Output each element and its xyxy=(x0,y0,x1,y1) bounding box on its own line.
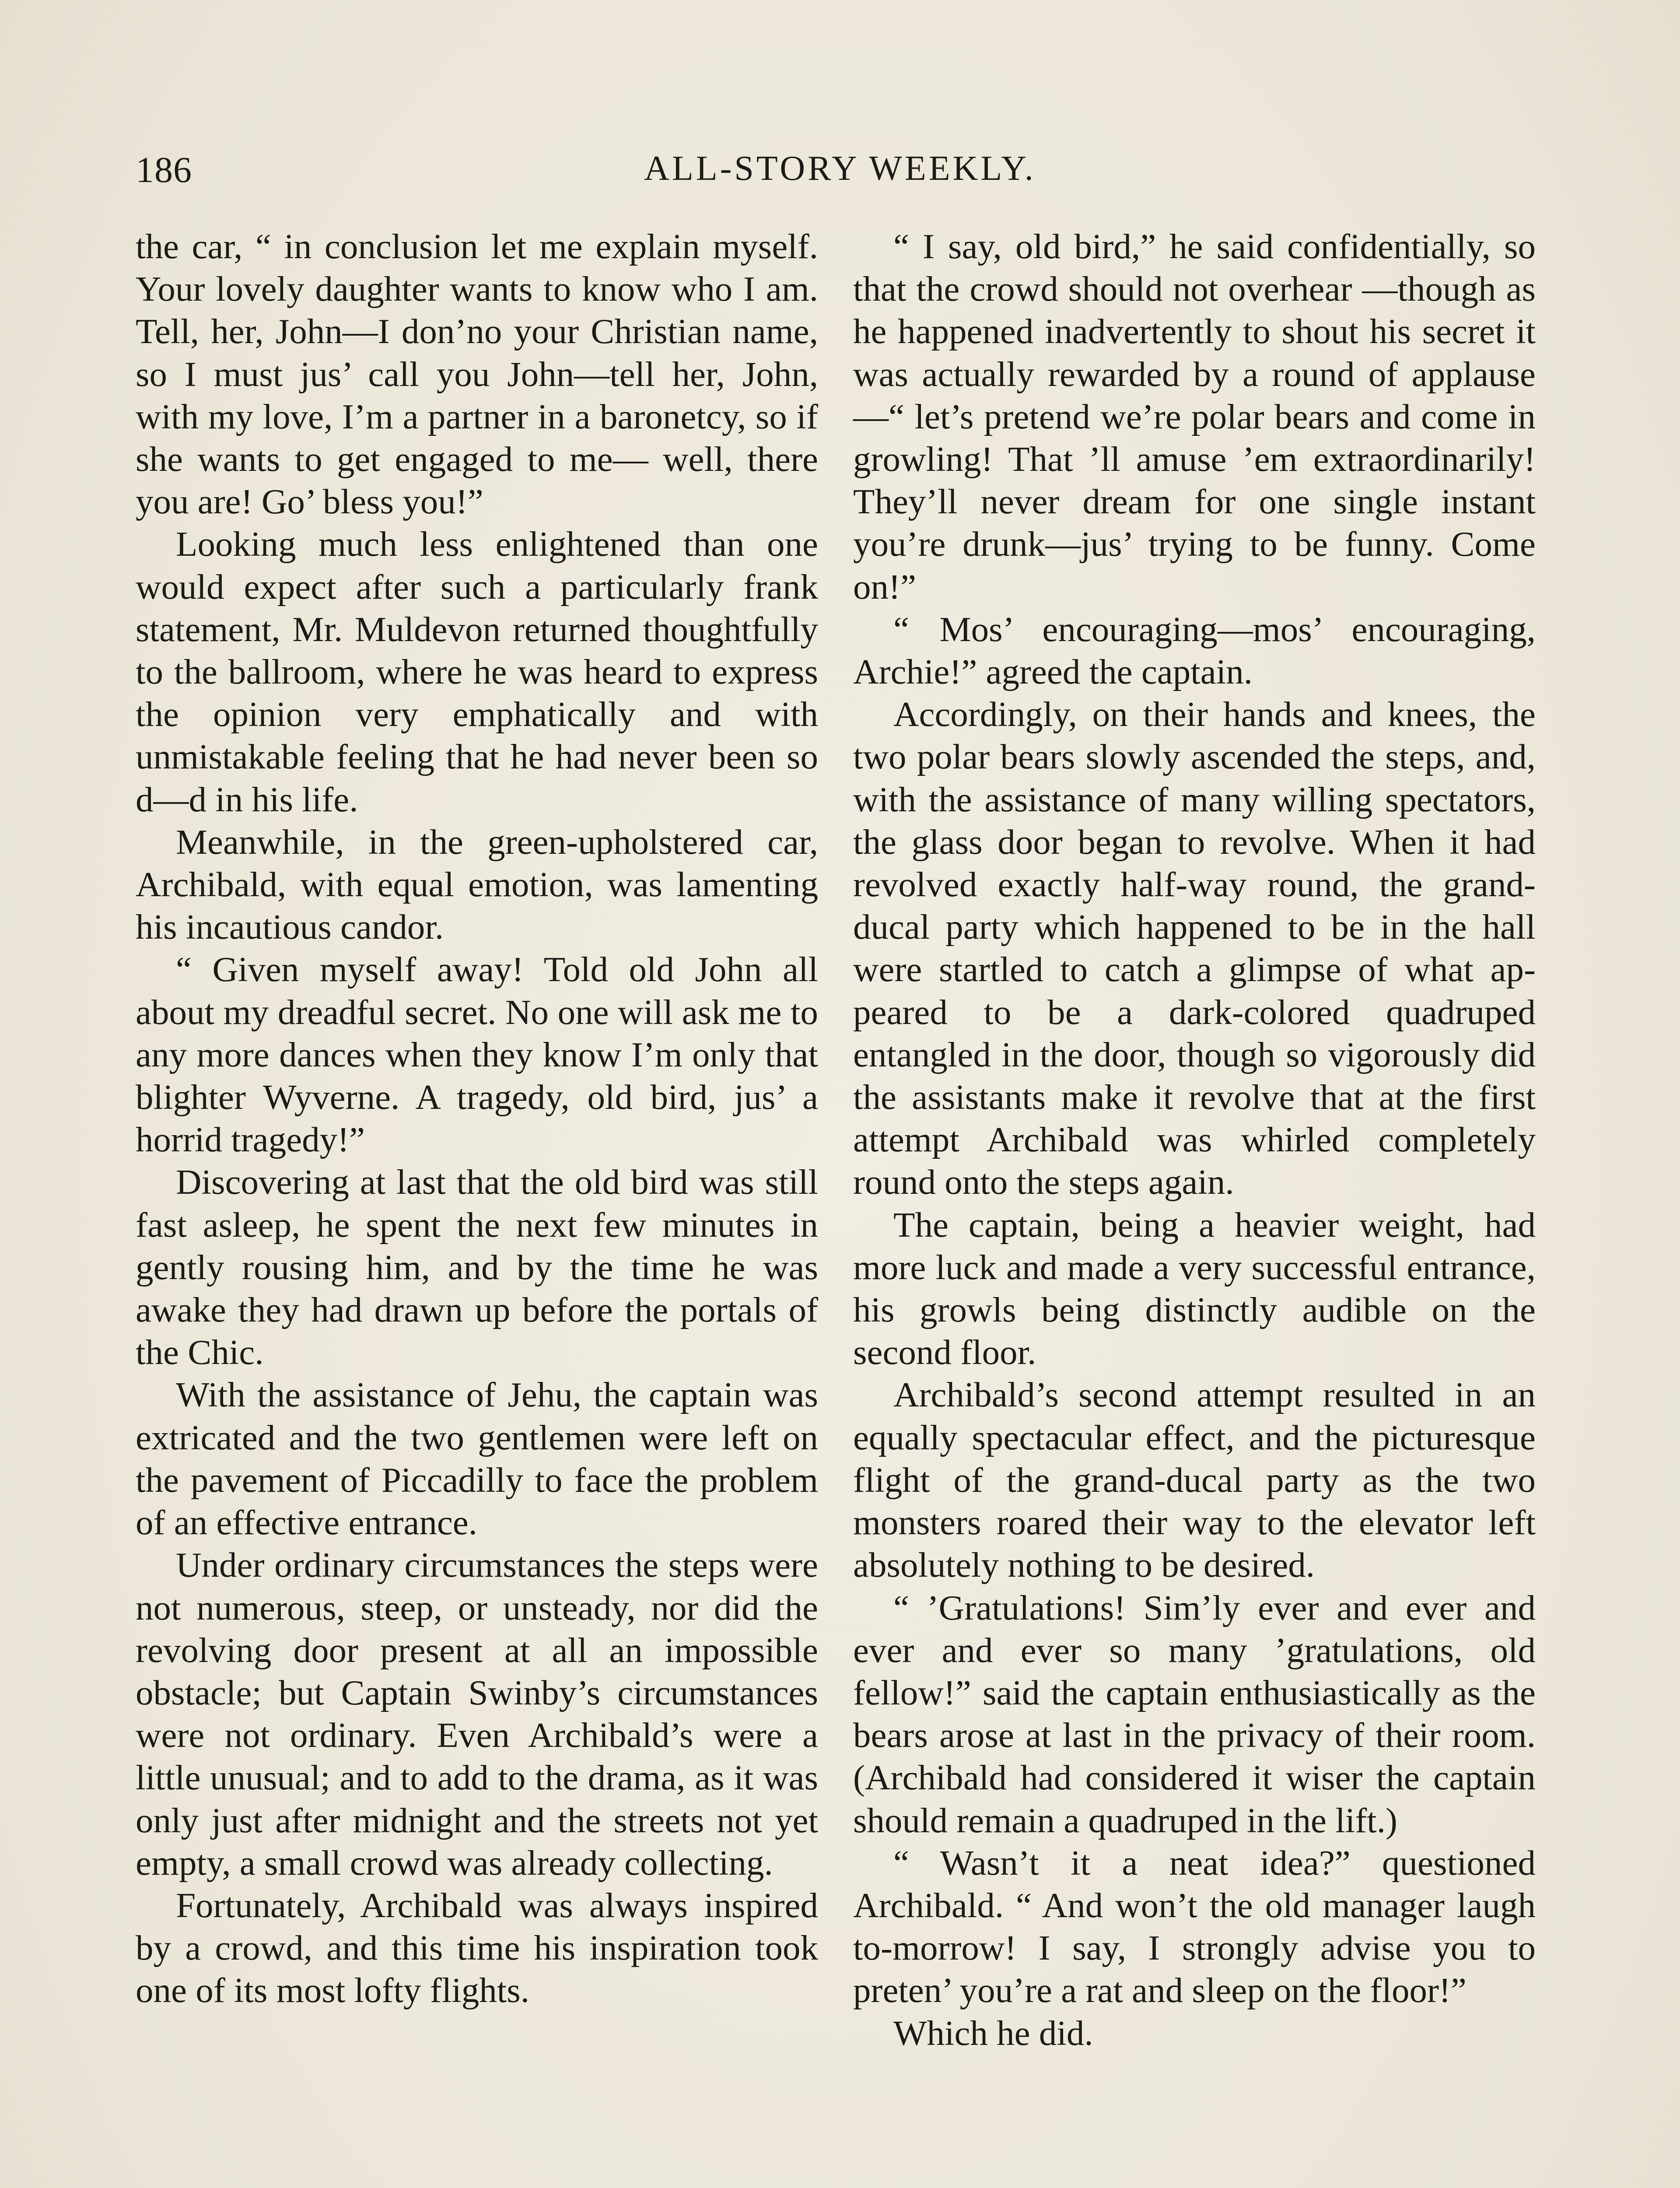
paragraph: Archibald’s second attempt resulted in an equally spectacular effect, and the picturesque flight of the grand-ducal party as the two monsters roared their way to the elevator left absolutely nothing to be desired. xyxy=(853,1375,1536,1585)
right-column xyxy=(853,225,1536,2055)
paragraph: Fortunately, Archibald was always inspired by a crowd, and this time his inspiration took one of its most lofty flights. xyxy=(136,1885,818,2010)
paragraph: The captain, being a heavier weight, had more luck and made a very successful entrance, his growls being distinctly audible on the second floor. xyxy=(853,1205,1536,1372)
page-number: 186 xyxy=(136,150,192,190)
page-header xyxy=(136,149,1544,201)
paragraph: “ Wasn’t it a neat idea?” questioned Archibald. “ And won’t the old manager laugh to-morrow! I say, I strongly advise you to preten’ you’re a rat and sleep on the floor!” xyxy=(853,1843,1536,2010)
paragraph: Under ordinary circumstances the steps were not numerous, steep, or unsteady, nor did the revolving door present at all an impossible obstacle; but Captain Swinby’s circumstances were not ordinary. Even Archibald’s were a little unusual; and to add to the drama, as it was only just after midnight and the streets not yet empty, a small crowd was already collecting. xyxy=(136,1545,818,1883)
paragraph: the car, “ in conclusion let me explain myself. Your lovely daughter wants to know who I am. Tell, her, John—I don’no your Christian name, so I must jus’ call you John—tell her, John, with my love, I’m a partner in a baronetcy, so if she wants to get engaged to me— well, there you are! Go’ bless you!” xyxy=(136,227,818,522)
left-column xyxy=(136,225,818,2012)
paragraph: “ Given myself away! Told old John all about my dreadful secret. No one will ask me to any more dances when they know I’m only that blighter Wyverne. A tragedy, old bird, jus’ a horrid tragedy!” xyxy=(136,950,818,1160)
paragraph: Accordingly, on their hands and knees, the two polar bears slowly ascended the steps, and, with the assistance of many willing spectators, the glass door began to revolve. When it had revolved exactly half-way round, the grand-ducal party which happened to be in the hall were startled to catch a glimpse of what appeared to be a dark-colored quadruped entangled in the door, though so vigorously did the assistants make it revolve that at the first attempt Archibald was whirled completely round onto the steps again. xyxy=(853,694,1536,1202)
story-text xyxy=(136,225,1544,2188)
paragraph: “ Mos’ encouraging—mos’ encouraging, Archie!” agreed the captain. xyxy=(853,609,1536,692)
paragraph: Discovering at last that the old bird was still fast asleep, he spent the next few minutes in gently rousing him, and by the time he was awake they had drawn up before the portals of the Chic. xyxy=(136,1162,818,1372)
paragraph: “ I say, old bird,” he said confidentially, so that the crowd should not overhear —though as he happened inadvertently to shout his secret it was actually rewarded by a round of applause—“ let’s pretend we’re polar bears and come in growling! That ’ll amuse ’em extraordinarily! They’ll never dream for one single instant you’re drunk—jus’ trying to be funny. Come on!” xyxy=(853,227,1536,607)
paragraph: Looking much less enlightened than one would expect after such a particularly frank statement, Mr. Muldevon returned thoughtfully to the ballroom, where he was heard to express the opinion very emphatically and with unmistakable feeling that he had never been so d—d in his life. xyxy=(136,524,818,819)
paragraph: Meanwhile, in the green-upholstered car, Archibald, with equal emotion, was lamenting his incautious candor. xyxy=(136,822,818,947)
paragraph: With the assistance of Jehu, the captain was extricated and the two gentlemen were left on the pavement of Piccadilly to face the problem of an effective entrance. xyxy=(136,1375,818,1543)
running-head: ALL-STORY WEEKLY. xyxy=(644,149,1036,188)
paragraph: “ ’Gratulations! Sim’ly ever and ever and ever and ever so many ’gratulations, old fellow!” said the captain enthusiastically as the bears arose at last in the privacy of their room. (Archibald had considered it wiser the captain should remain a quadruped in the lift.) xyxy=(853,1588,1536,1840)
paragraph: Which he did. xyxy=(893,2013,1093,2053)
